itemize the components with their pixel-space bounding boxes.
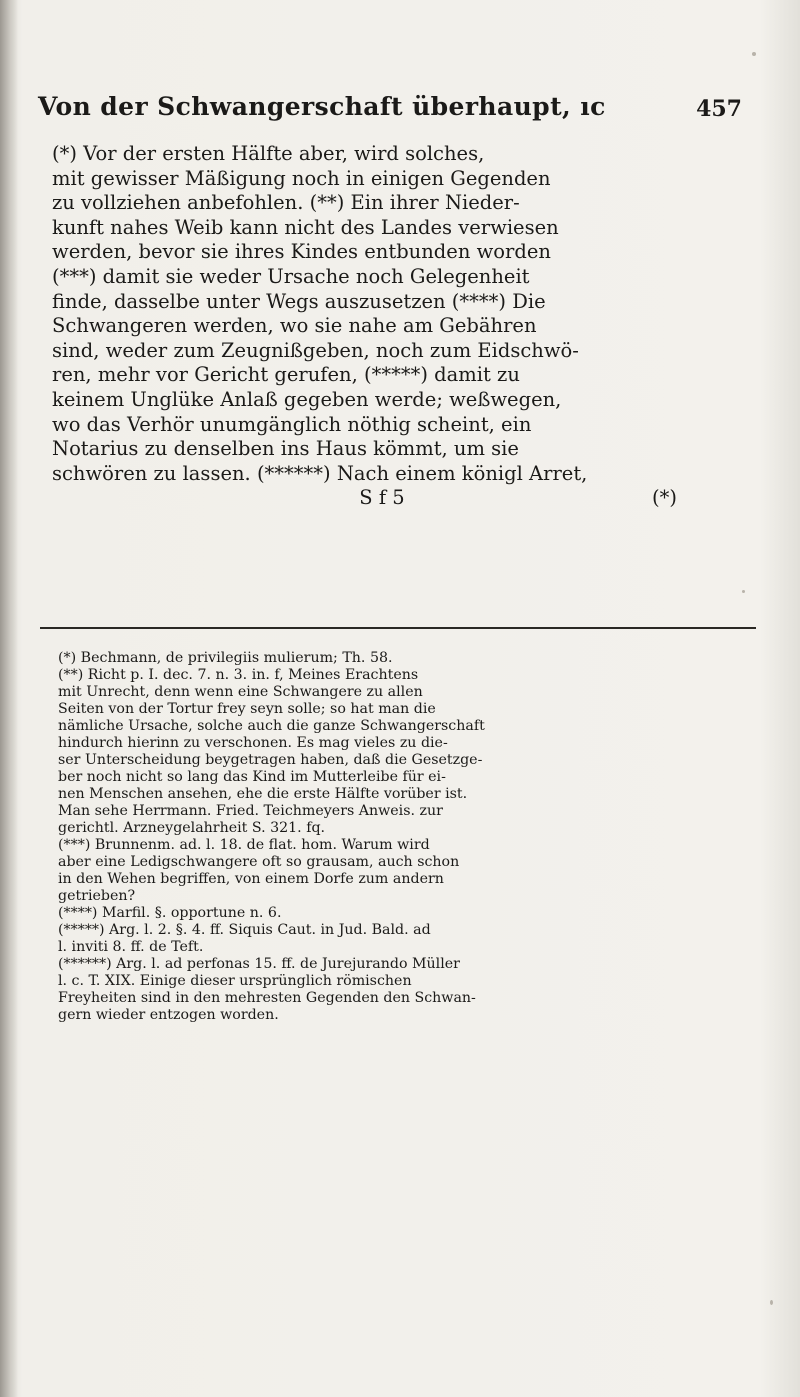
- footnote-line: (**) Richt p. I. dec. 7. n. 3. in. f, Meines Erachtens: [58, 667, 419, 683]
- footnote-line: Freyheiten sind in den mehresten Gegenden den Schwan-: [58, 990, 476, 1006]
- catchword: (*): [652, 486, 677, 510]
- text-line: (*) Vor der ersten Hälfte aber, wird solches,: [52, 142, 485, 165]
- footnotes-block: [58, 650, 718, 1024]
- text-line: Notarius zu denselben ins Haus kömmt, um sie: [52, 437, 519, 461]
- footnote-line: mit Unrecht, denn wenn eine Schwangere zu allen: [58, 684, 423, 700]
- footnote-line: gern wieder entzogen worden.: [58, 1007, 279, 1023]
- text-line: wo das Verhör unumgänglich nöthig scheint, ein: [52, 412, 532, 436]
- text-line: zu vollziehen anbefohlen. (**) Ein ihrer Nieder-: [52, 191, 520, 215]
- footnote-line: (****) Marfil. §. opportune n. 6.: [58, 905, 282, 921]
- footnote-line: Man sehe Herrmann. Fried. Teichmeyers Anweis. zur: [58, 803, 443, 819]
- footnote-rule: [40, 627, 756, 629]
- page-number: 457: [696, 96, 742, 122]
- page-gutter-shadow: [0, 0, 18, 1397]
- signature-line: [52, 486, 712, 511]
- text-line: schwören zu lassen. (******) Nach einem königl Arret,: [52, 461, 588, 485]
- text-line: mit gewisser Mäßigung noch in einigen Gegenden: [52, 166, 551, 190]
- footnote-line: getrieben?: [58, 888, 136, 904]
- text-line: finde, dasselbe unter Wegs auszusetzen (****) Die: [52, 289, 546, 313]
- footnote-line: (***) Brunnenm. ad. l. 18. de flat. hom. Warum wird: [58, 837, 430, 853]
- text-line: Schwangeren werden, wo sie nahe am Gebähren: [52, 314, 537, 338]
- text-line: (***) damit sie weder Ursache noch Gelegenheit: [52, 264, 530, 288]
- footnote-line: l. c. T. XIX. Einige dieser ursprünglich römischen: [58, 973, 412, 989]
- footnote-line: ser Unterscheidung beygetragen haben, daß die Gesetzge-: [58, 752, 483, 768]
- paper-speck: [770, 1300, 773, 1305]
- text-line: werden, bevor sie ihres Kindes entbunden worden: [52, 240, 551, 264]
- paper-speck: [752, 52, 756, 56]
- footnote-line: in den Wehen begriffen, von einem Dorfe zum andern: [58, 871, 444, 887]
- signature-mark: S f 5: [359, 486, 405, 510]
- text-line: keinem Unglüke Anlaß gegeben werde; weßwegen,: [52, 387, 562, 411]
- text-line: kunft nahes Weib kann nicht des Landes verwiesen: [52, 215, 559, 239]
- text-line: ren, mehr vor Gericht gerufen, (*****) damit zu: [52, 363, 520, 387]
- main-text-block: [52, 142, 712, 511]
- footnote-line: Seiten von der Tortur frey seyn solle; so hat man die: [58, 701, 436, 717]
- footnote-line: (*****) Arg. l. 2. §. 4. ff. Siquis Caut. in Jud. Bald. ad: [58, 922, 431, 938]
- text-line: sind, weder zum Zeugnißgeben, noch zum Eidschwö-: [52, 338, 579, 362]
- footnote-line: nen Menschen ansehen, ehe die erste Hälfte vorüber ist.: [58, 786, 468, 802]
- page-header: [38, 92, 778, 128]
- footnote-line: hindurch hierinn zu verschonen. Es mag vieles zu die-: [58, 735, 448, 751]
- footnote-line: nämliche Ursache, solche auch die ganze Schwangerschaft: [58, 718, 485, 734]
- footnote-line: aber eine Ledigschwangere oft so grausam, auch schon: [58, 854, 460, 870]
- footnote-line: l. inviti 8. ff. de Teft.: [58, 939, 204, 955]
- footnote-line: ber noch nicht so lang das Kind im Mutterleibe für ei-: [58, 769, 446, 785]
- footnote-line: (******) Arg. l. ad perfonas 15. ff. de Jurejurando Müller: [58, 956, 460, 972]
- footnote-line: gerichtl. Arzneygelahrheit S. 321. fq.: [58, 820, 326, 836]
- paper-speck: [742, 590, 745, 593]
- running-head: Von der Schwangerschaft überhaupt, ıc: [38, 92, 606, 121]
- footnote-line: (*) Bechmann, de privilegiis mulierum; Th. 58.: [58, 650, 393, 666]
